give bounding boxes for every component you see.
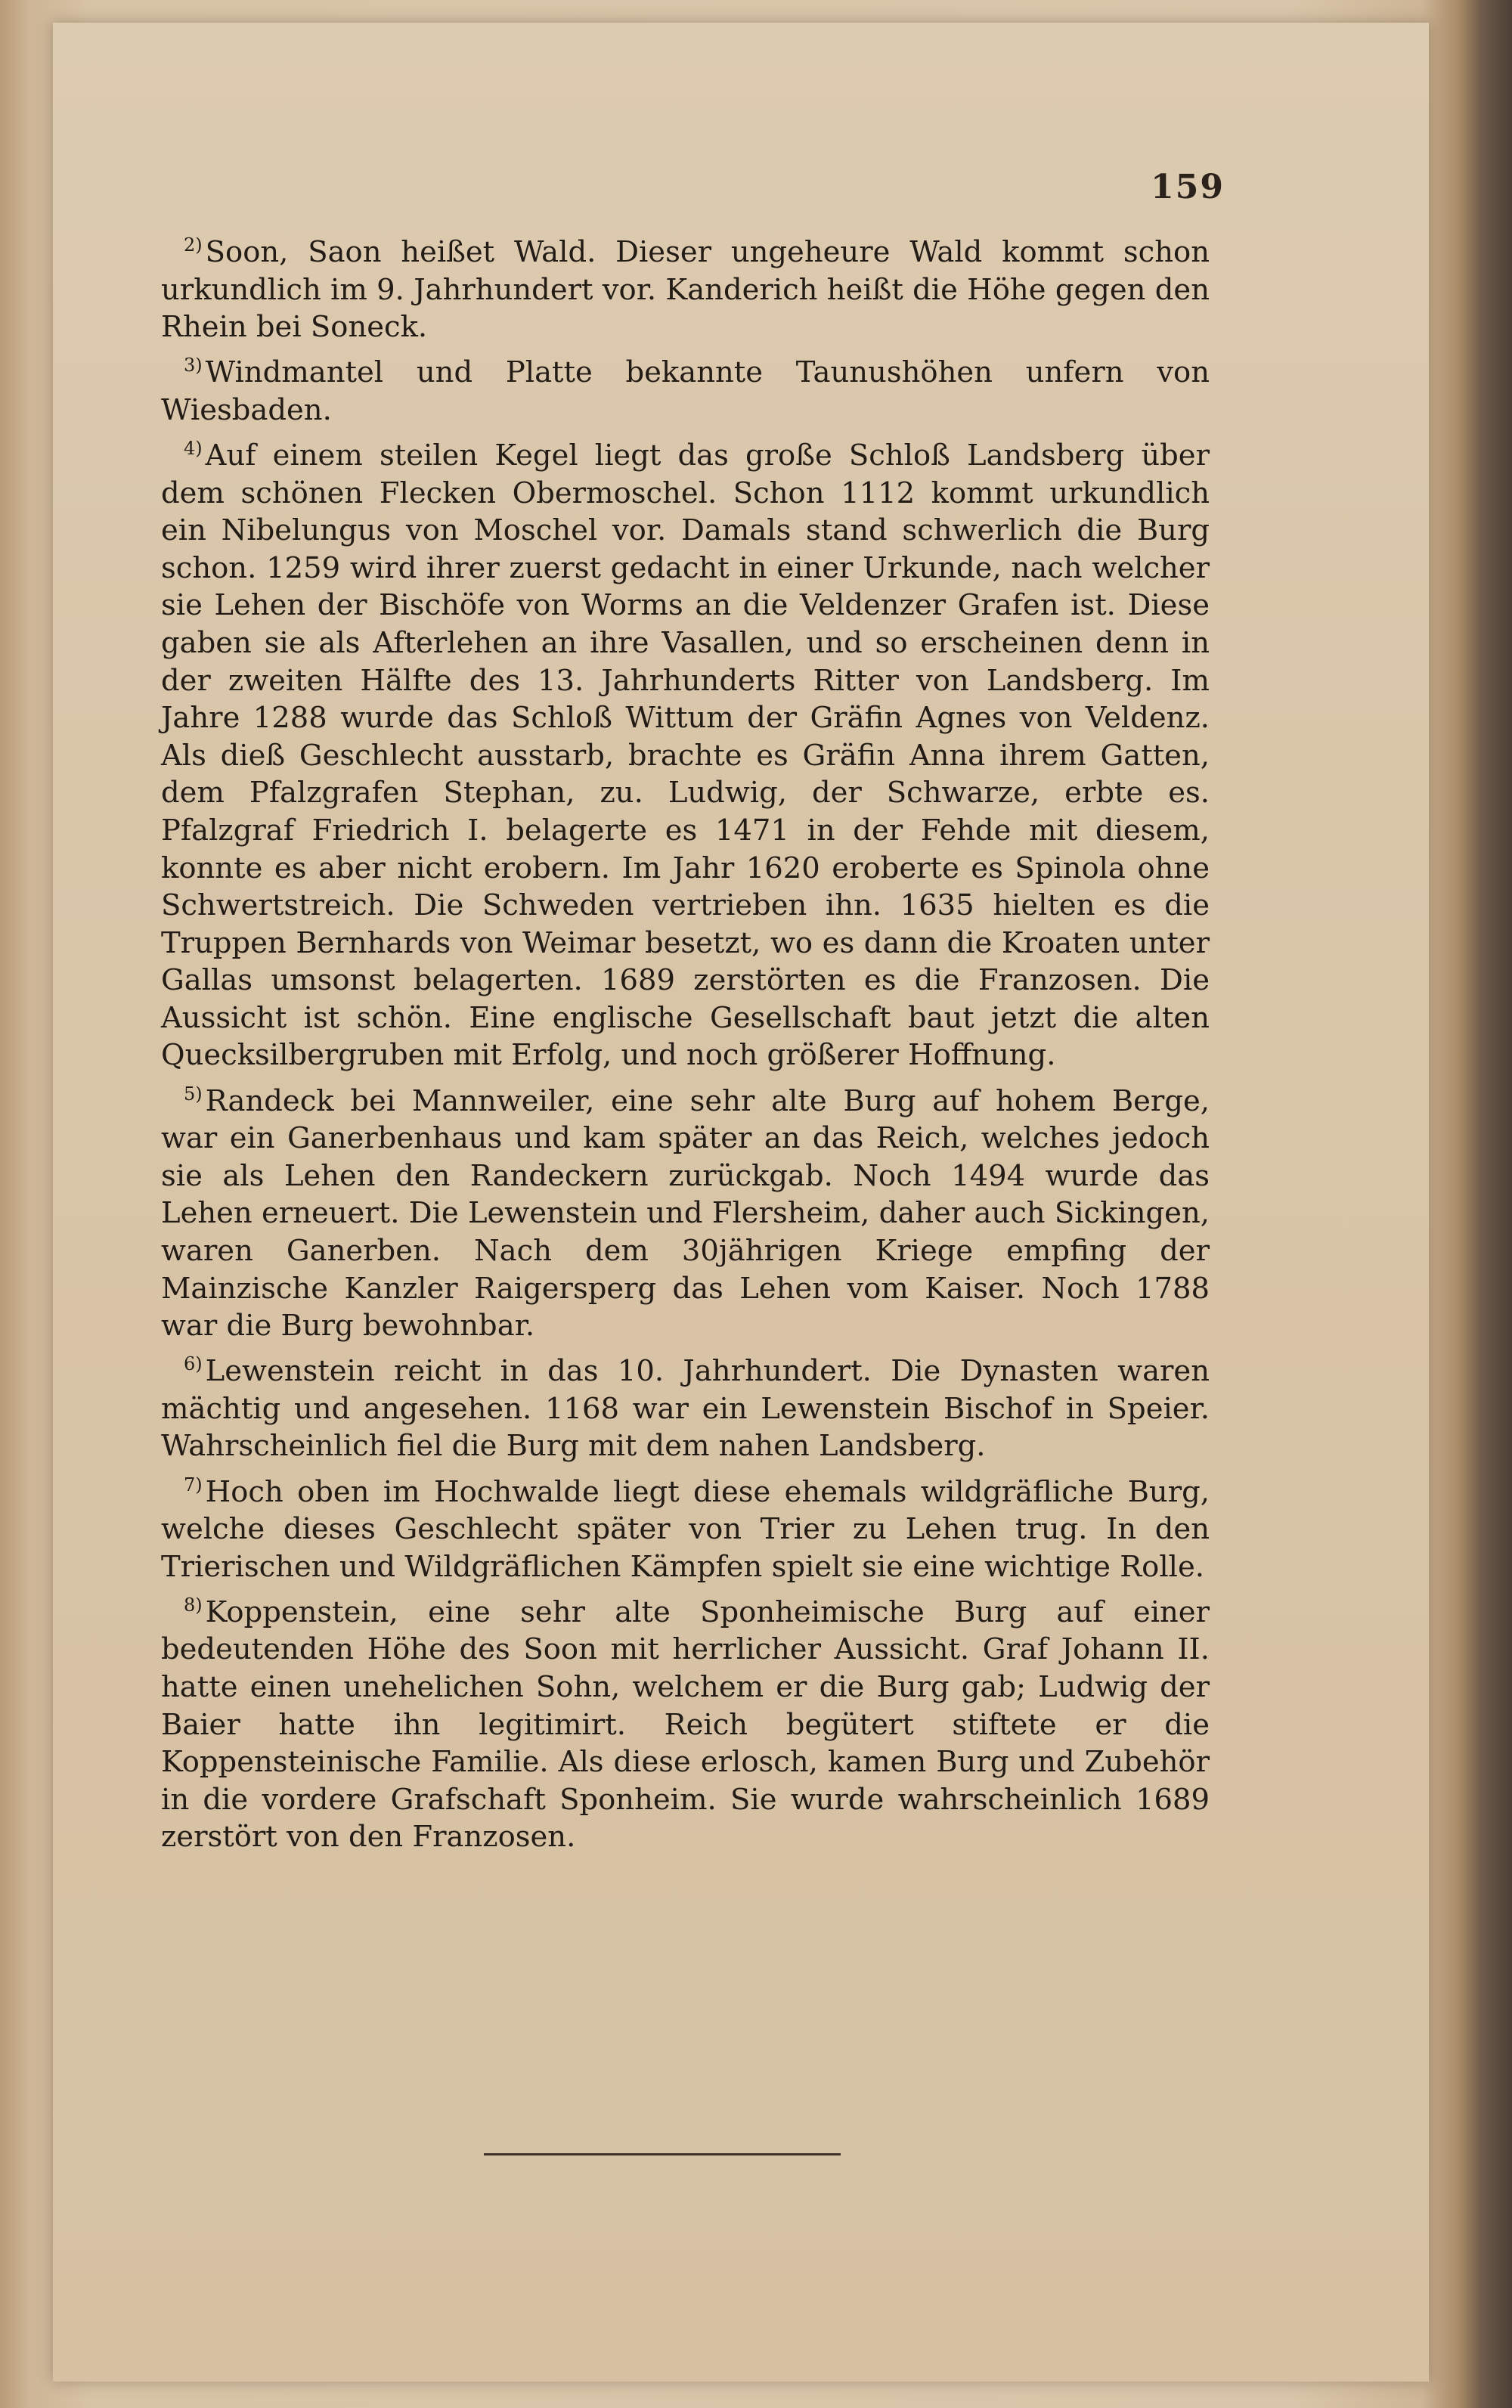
footnote-marker: 6) [184, 1353, 203, 1375]
footnote-text: Randeck bei Mannweiler, eine sehr alte Burg auf hohem Berge, war ein Ganerbenhaus und kam später an das Reich, welches jedoch sie als Lehen den Randeckern zurückgab. Noch 1494 wurde das Lehen erneuert. Die Lewenstein und Flersheim, daher auch Sickingen, waren Ganerben. Nach dem 30jährigen Kriege empfing der Mainzische Kanzler Raigersperg das Lehen vom Kaiser. Noch 1788 war die Burg bewohnbar. [161, 1083, 1210, 1343]
footnote-marker: 3) [184, 355, 203, 377]
footer-rule [484, 2153, 841, 2155]
footnote-text: Windmantel und Platte bekannte Taunushöhen unfern von Wiesbaden. [161, 355, 1210, 427]
footnote-text: Lewenstein reicht in das 10. Jahrhundert. Die Dynasten waren mächtig und angesehen. 1168 war ein Lewenstein Bischof in Speier. Wahrscheinlich fiel die Burg mit dem nahen Landsberg. [161, 1354, 1210, 1464]
footnote-3 [161, 347, 1210, 429]
footnote-marker: 5) [184, 1083, 203, 1105]
footnote-5 [161, 1076, 1210, 1345]
footnote-text: Hoch oben im Hochwalde liegt diese ehemals wildgräfliche Burg, welche dieses Geschlecht später von Trier zu Lehen trug. In den Trierischen und Wildgräflichen Kämpfen spielt sie eine wichtige Rolle. [161, 1474, 1210, 1584]
footnotes-block [161, 227, 1210, 1856]
footnote-marker: 8) [184, 1594, 203, 1616]
footnote-text: Auf einem steilen Kegel liegt das große Schloß Landsberg über dem schönen Flecken Obermoschel. Schon 1112 kommt urkundlich ein Nibelungus von Moschel vor. Damals stand schwerlich die Burg schon. 1259 wird ihrer zuerst gedacht in einer Urkunde, nach welcher sie Lehen der Bischöfe von Worms an die Veldenzer Grafen ist. Diese gaben sie als Afterlehen an ihre Vasallen, und so erscheinen denn in der zweiten Hälfte des 13. Jahrhunderts Ritter von Landsberg. Im Jahre 1288 wurde das Schloß Wittum der Gräfin Agnes von Veldenz. Als dieß Geschlecht ausstarb, brachte es Gräfin Anna ihrem Gatten, dem Pfalzgrafen Stephan, zu. Ludwig, der Schwarze, erbte es. Pfalzgraf Friedrich I. belagerte es 1471 in der Fehde mit diesem, konnte es aber nicht erobern. Im Jahr 1620 eroberte es Spinola ohne Schwertstreich. Die Schweden vertrieben ihn. 1635 hielten es die Truppen Bernhards von Weimar besetzt, wo es dann die Kroaten unter Gallas umsonst belagerten. 1689 zerstörten es die Franzosen. Die Aussicht ist schön. Eine englische Gesellschaft baut jetzt die alten Quecksilbergruben mit Erfolg, und noch größerer Hoffnung. [161, 438, 1210, 1073]
footnote-marker: 2) [184, 234, 203, 256]
footnote-2 [161, 227, 1210, 346]
footnote-7 [161, 1467, 1210, 1586]
footnote-6 [161, 1346, 1210, 1465]
footnote-text: Koppenstein, eine sehr alte Sponheimische Burg auf einer bedeutenden Höhe des Soon mit herrlicher Aussicht. Graf Johann II. hatte einen unehelichen Sohn, welchem er die Burg gab; Ludwig der Baier hatte ihn legitimirt. Reich begütert stiftete er die Koppensteinische Familie. Als diese erlosch, kamen Burg und Zubehör in die vordere Grafschaft Sponheim. Sie wurde wahrscheinlich 1689 zerstört von den Franzosen. [161, 1594, 1210, 1855]
page-number: 159 [1151, 168, 1225, 206]
footnote-8 [161, 1587, 1210, 1856]
footnote-4 [161, 430, 1210, 1074]
footnote-text: Soon, Saon heißet Wald. Dieser ungeheure Wald kommt schon urkundlich im 9. Jahrhundert vor. Kanderich heißt die Höhe gegen den Rhein bei Soneck. [161, 235, 1210, 345]
footnote-marker: 7) [184, 1474, 203, 1495]
footnote-marker: 4) [184, 437, 203, 459]
